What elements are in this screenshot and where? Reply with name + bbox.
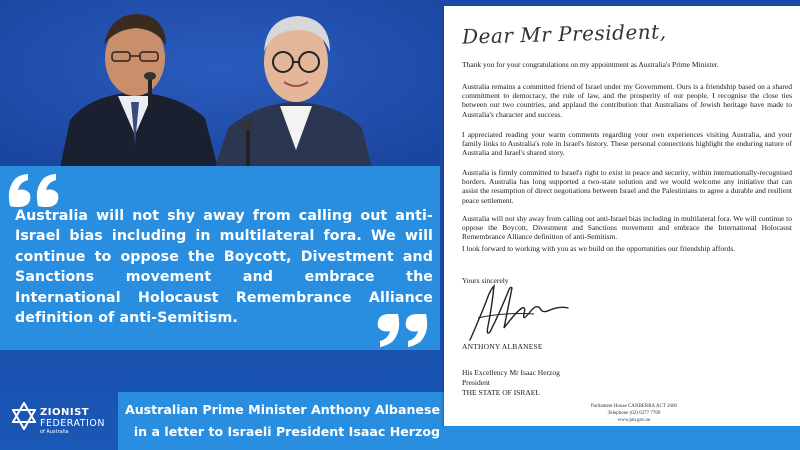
letter-footer-line: Parliament House CANBERRA ACT 2600 (590, 404, 678, 409)
caption-line-2: in a letter to Israeli President Isaac Herzog (133, 424, 440, 439)
letter-recipient-line: THE STATE OF ISRAEL (462, 388, 540, 397)
letter-bottom-strip (444, 426, 800, 450)
letter-signatory: ANTHONY ALBANESE (462, 342, 543, 351)
star-of-david-logo-icon (12, 402, 36, 434)
logo-text-zionist: ZIONIST (40, 407, 90, 418)
handwritten-signature (464, 282, 584, 348)
letter-closing: Yours sincerely (462, 276, 509, 285)
letter-paragraph: Australia remains a committed friend of Israel under my Government. Ours is a friendship based on a shared commitment to democracy, the rule of law, and the prosperity of our people. I recognise the close ties between our two countries, and applaud the contribution that Australians of Jewish heritage have made to Australia's character and success. (462, 82, 792, 119)
leaders-photo (0, 0, 440, 168)
zionist-federation-logo (12, 398, 112, 442)
letter-paragraph: Australia is firmly committed to Israel's right to exist in peace and security, within internationally-recognised borders. Australia has long supported a two-state solution and we would welcome any initiative that can assist the resumption of direct negotiations between Israel and the Palestinians to agree a durable and resilient peace settlement. (462, 168, 792, 205)
letter-salutation: Dear Mr President, (461, 19, 667, 49)
letter-paragraph: I appreciated reading your warm comments regarding your own experiences visiting Australia, and your family links to Australia's role in Israel's history. These personal connections highlight the enduring nature of Australia and Israel's shared story. (462, 130, 792, 158)
letter-footer-line: Telephone (02) 6277 7700 (607, 411, 661, 416)
letter-recipient-line: President (462, 378, 490, 387)
quote-text: Australia will not shy away from calling out anti-Israel bias including in multilateral fora. We will continue to oppose the Boycott, Divestment and Sanctions movement and embrace the International Holocaust Remembrance Alliance definition of anti-Semitism. (15, 208, 433, 327)
logo-text-federation: FEDERATION (40, 418, 105, 429)
leaders-illustration (0, 0, 440, 168)
quote-close-icon (374, 312, 432, 354)
letter-footer-line: www.pm.gov.au (617, 418, 651, 423)
logo-text-australia: of Australia (40, 429, 69, 435)
caption-band (118, 392, 448, 450)
letter-paragraph: Thank you for your congratulations on my appointment as Australia's Prime Minister. (462, 60, 719, 69)
caption-line-1: Australian Prime Minister Anthony Albanese (124, 402, 440, 417)
letter-document (444, 6, 800, 426)
letter-recipient-line: His Excellency Mr Isaac Herzog (462, 368, 560, 377)
letter-paragraph: Australia will not shy away from calling out anti-Israel bias including in multilateral fora. We will continue to oppose the Boycott, Divestment and Sanctions movement and embrace the International Holocaust Remembrance Alliance definition of anti-Semitism. (462, 214, 792, 242)
letter-paragraph: I look forward to working with you as we build on the opportunities our friendship affords. (462, 244, 736, 253)
